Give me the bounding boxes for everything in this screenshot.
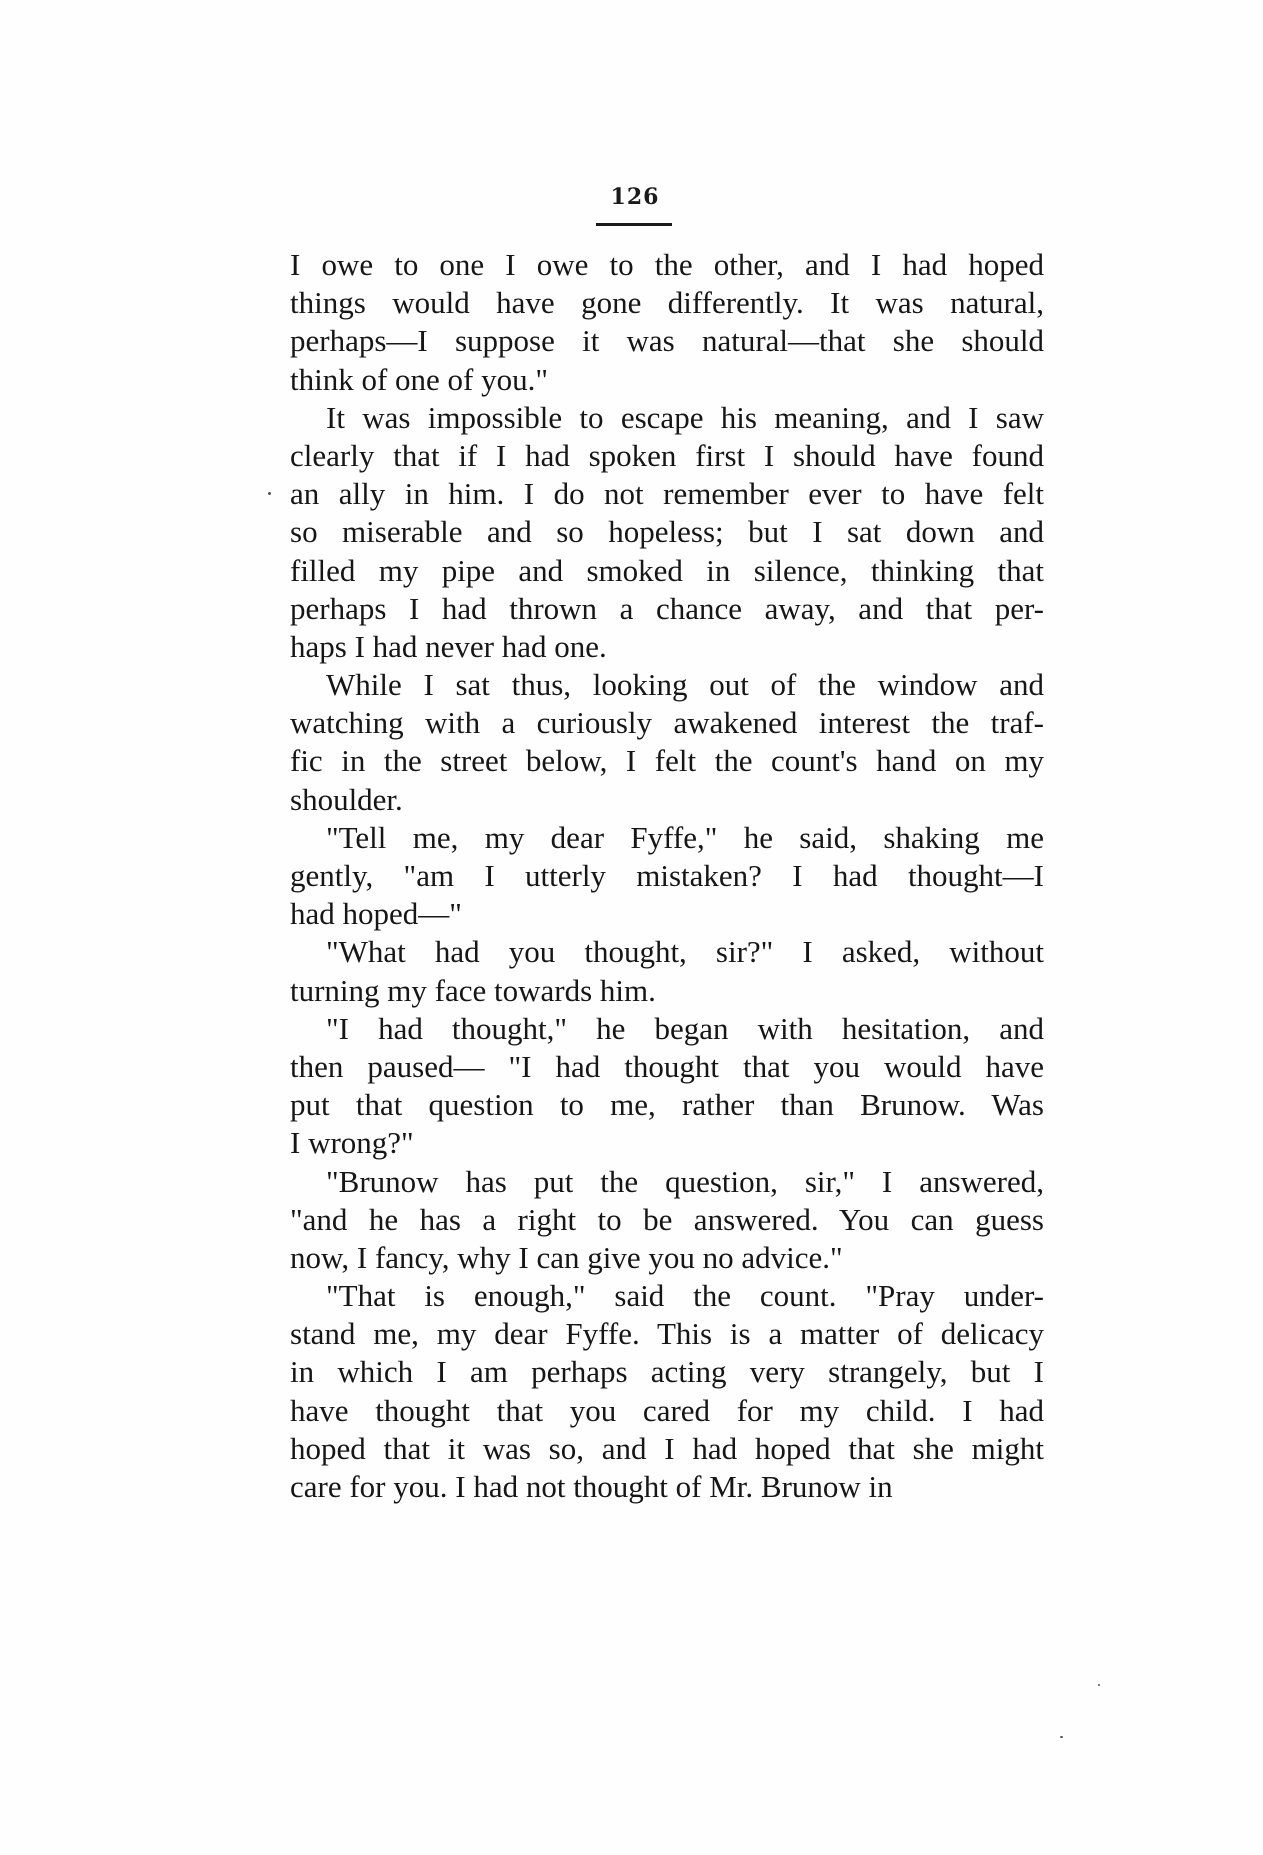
text-line: haps I had never had one. bbox=[290, 628, 607, 664]
text-line: so miserable and so hopeless; but I sat down and bbox=[290, 514, 1044, 550]
text-line: now, I fancy, why I can give you no advice." bbox=[290, 1239, 843, 1275]
text-line: It was impossible to escape his meaning, and I saw bbox=[326, 399, 1044, 435]
scan-speck bbox=[1060, 1736, 1063, 1738]
page-number-rule bbox=[596, 223, 672, 226]
text-line: gently, "am I utterly mistaken? I had thought—I bbox=[290, 858, 1044, 893]
scan-speck bbox=[1098, 1684, 1100, 1686]
text-line: I owe to one I owe to the other, and I had hoped bbox=[290, 247, 1044, 282]
text-line: have thought that you cared for my child. I had bbox=[290, 1392, 1044, 1428]
text-line: turning my face towards him. bbox=[290, 972, 656, 1008]
text-line: put that question to me, rather than Brunow. Was bbox=[290, 1087, 1044, 1123]
text-line: perhaps I had thrown a chance away, and that per- bbox=[290, 590, 1044, 626]
text-line: in which I am perhaps acting very strangely, but I bbox=[290, 1354, 1044, 1390]
text-line: hoped that it was so, and I had hoped that she might bbox=[290, 1430, 1044, 1466]
text-line: had hoped—" bbox=[290, 896, 462, 932]
text-line: perhaps—I suppose it was natural—that she should bbox=[290, 323, 1044, 359]
text-line: watching with a curiously awakened interest the traf- bbox=[290, 705, 1044, 741]
text-line: "Brunow has put the question, sir," I answered, bbox=[326, 1163, 1044, 1199]
text-line: things would have gone differently. It was natural, bbox=[290, 285, 1044, 321]
text-line: "Tell me, my dear Fyffe," he said, shaking me bbox=[326, 819, 1044, 855]
body-text bbox=[290, 246, 1044, 1506]
text-line: filled my pipe and smoked in silence, thinking that bbox=[290, 552, 1044, 588]
text-line: "I had thought," he began with hesitation, and bbox=[326, 1010, 1044, 1046]
scan-speck bbox=[268, 492, 271, 495]
text-line: "That is enough," said the count. "Pray under- bbox=[326, 1278, 1044, 1314]
text-line: an ally in him. I do not remember ever to have felt bbox=[290, 476, 1044, 512]
text-line: shoulder. bbox=[290, 781, 403, 817]
page-number: 126 bbox=[610, 184, 660, 210]
text-line: clearly that if I had spoken first I should have found bbox=[290, 437, 1044, 473]
text-line: think of one of you." bbox=[290, 361, 549, 397]
text-line: stand me, my dear Fyffe. This is a matter of delicacy bbox=[290, 1316, 1044, 1352]
text-line: I wrong?" bbox=[290, 1125, 414, 1161]
text-line: then paused— "I had thought that you would have bbox=[290, 1048, 1044, 1084]
text-line: While I sat thus, looking out of the window and bbox=[326, 667, 1044, 703]
text-line: fic in the street below, I felt the count's hand on my bbox=[290, 743, 1044, 779]
text-line: care for you. I had not thought of Mr. Brunow in bbox=[290, 1469, 893, 1504]
text-line: "and he has a right to be answered. You can guess bbox=[290, 1201, 1044, 1237]
text-line: "What had you thought, sir?" I asked, without bbox=[326, 934, 1044, 970]
